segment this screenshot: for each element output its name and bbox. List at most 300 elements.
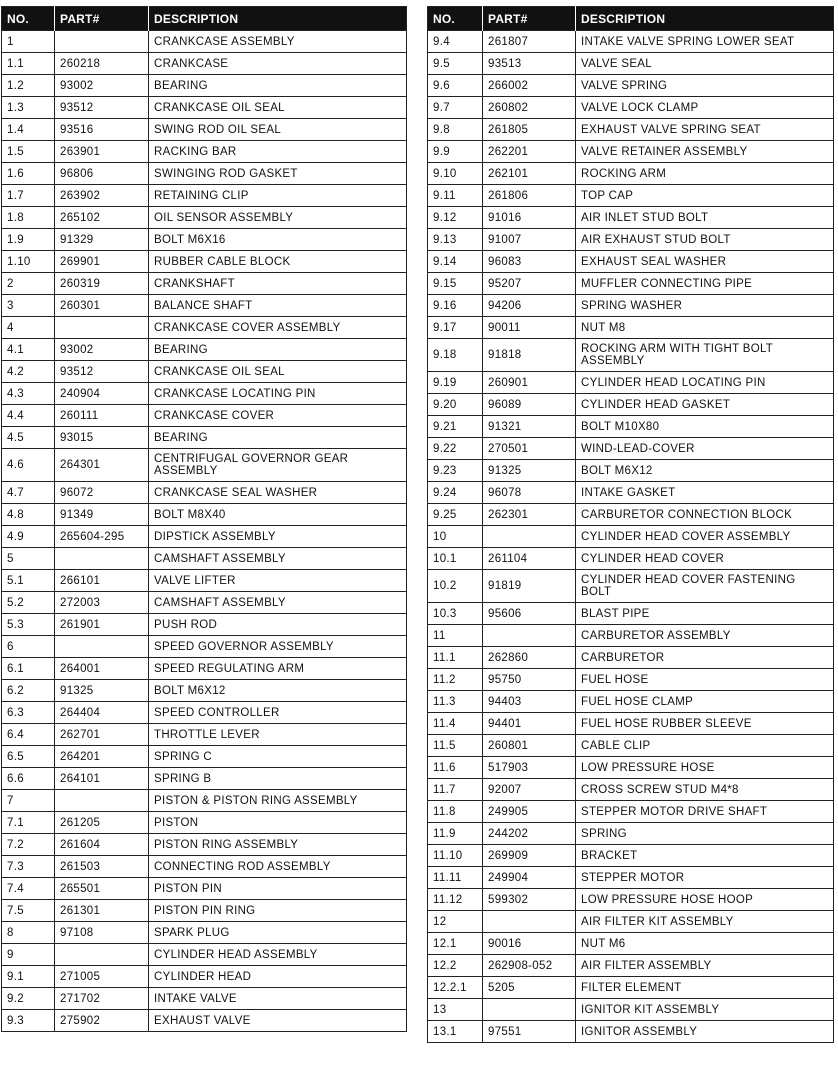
cell-no: 6.6: [2, 768, 55, 790]
cell-no: 4.9: [2, 526, 55, 548]
cell-no: 9.23: [428, 460, 483, 482]
cell-description: PUSH ROD: [149, 614, 407, 636]
cell-description: FUEL HOSE CLAMP: [576, 691, 834, 713]
cell-no: 5.1: [2, 570, 55, 592]
cell-part: 269909: [483, 845, 576, 867]
cell-description: AIR EXHAUST STUD BOLT: [576, 229, 834, 251]
cell-part: 93516: [55, 119, 149, 141]
cell-part: 96806: [55, 163, 149, 185]
cell-part: 95750: [483, 669, 576, 691]
table-body-right: [428, 31, 834, 1043]
cell-no: 7.5: [2, 900, 55, 922]
cell-part: 270501: [483, 438, 576, 460]
cell-part: 261503: [55, 856, 149, 878]
cell-description: RACKING BAR: [149, 141, 407, 163]
table-row: [428, 691, 834, 713]
cell-no: 5.2: [2, 592, 55, 614]
table-row: [2, 966, 407, 988]
cell-no: 9.5: [428, 53, 483, 75]
cell-no: 7: [2, 790, 55, 812]
cell-no: 11.11: [428, 867, 483, 889]
table-row: [2, 570, 407, 592]
table-row: [2, 295, 407, 317]
table-row: [428, 647, 834, 669]
cell-no: 5: [2, 548, 55, 570]
table-row: [2, 141, 407, 163]
cell-description: IGNITOR ASSEMBLY: [576, 1021, 834, 1043]
table-row: [428, 273, 834, 295]
table-row: [428, 339, 834, 372]
cell-no: 4.5: [2, 427, 55, 449]
cell-part: 97108: [55, 922, 149, 944]
cell-description: CAMSHAFT ASSEMBLY: [149, 592, 407, 614]
cell-description: CARBURETOR ASSEMBLY: [576, 625, 834, 647]
cell-description: SPEED GOVERNOR ASSEMBLY: [149, 636, 407, 658]
cell-description: SWINGING ROD GASKET: [149, 163, 407, 185]
cell-part: 264101: [55, 768, 149, 790]
cell-part: [483, 911, 576, 933]
cell-no: 1.2: [2, 75, 55, 97]
cell-no: 11.10: [428, 845, 483, 867]
cell-description: RUBBER CABLE BLOCK: [149, 251, 407, 273]
cell-part: 260801: [483, 735, 576, 757]
cell-no: 9.21: [428, 416, 483, 438]
cell-part: 275902: [55, 1010, 149, 1032]
cell-part: 93002: [55, 75, 149, 97]
table-row: [2, 449, 407, 482]
cell-part: 94206: [483, 295, 576, 317]
cell-part: 261604: [55, 834, 149, 856]
table-row: [428, 823, 834, 845]
table-row: [2, 812, 407, 834]
table-row: [2, 383, 407, 405]
cell-part: 90016: [483, 933, 576, 955]
cell-description: BRACKET: [576, 845, 834, 867]
table-row: [2, 361, 407, 383]
cell-no: 4.4: [2, 405, 55, 427]
cell-no: 1.3: [2, 97, 55, 119]
cell-description: CYLINDER HEAD COVER: [576, 548, 834, 570]
cell-part: [483, 999, 576, 1021]
cell-description: INTAKE GASKET: [576, 482, 834, 504]
cell-description: CRANKSHAFT: [149, 273, 407, 295]
cell-no: 11.5: [428, 735, 483, 757]
table-row: [428, 911, 834, 933]
cell-description: INTAKE VALVE: [149, 988, 407, 1010]
cell-description: CRANKCASE OIL SEAL: [149, 97, 407, 119]
cell-no: 7.1: [2, 812, 55, 834]
cell-no: 9.20: [428, 394, 483, 416]
cell-description: CAMSHAFT ASSEMBLY: [149, 548, 407, 570]
table-row: [2, 746, 407, 768]
cell-part: 261301: [55, 900, 149, 922]
cell-no: 11.12: [428, 889, 483, 911]
cell-description: PISTON PIN: [149, 878, 407, 900]
table-row: [428, 141, 834, 163]
cell-no: 12.1: [428, 933, 483, 955]
table-row: [428, 603, 834, 625]
cell-no: 3: [2, 295, 55, 317]
cell-part: [55, 548, 149, 570]
cell-part: 272003: [55, 592, 149, 614]
table-row: [428, 801, 834, 823]
table-row: [2, 636, 407, 658]
cell-no: 4.6: [2, 449, 55, 482]
cell-part: 261104: [483, 548, 576, 570]
cell-no: 4.8: [2, 504, 55, 526]
cell-part: 262301: [483, 504, 576, 526]
cell-description: BOLT M10X80: [576, 416, 834, 438]
table-row: [428, 1021, 834, 1043]
cell-description: BEARING: [149, 75, 407, 97]
table-row: [428, 757, 834, 779]
cell-no: 11.2: [428, 669, 483, 691]
cell-description: FUEL HOSE: [576, 669, 834, 691]
cell-description: CRANKCASE COVER ASSEMBLY: [149, 317, 407, 339]
parts-table-left: [1, 6, 407, 1032]
cell-description: CRANKCASE LOCATING PIN: [149, 383, 407, 405]
cell-no: 9.8: [428, 119, 483, 141]
cell-part: 240904: [55, 383, 149, 405]
cell-no: 11.8: [428, 801, 483, 823]
cell-part: 261205: [55, 812, 149, 834]
header-part: PART#: [55, 7, 149, 31]
table-row: [428, 229, 834, 251]
header-part: PART#: [483, 7, 576, 31]
cell-part: 265604-295: [55, 526, 149, 548]
header-no: NO.: [428, 7, 483, 31]
cell-part: 260802: [483, 97, 576, 119]
cell-description: DIPSTICK ASSEMBLY: [149, 526, 407, 548]
table-row: [428, 845, 834, 867]
cell-part: 93512: [55, 361, 149, 383]
cell-no: 6.5: [2, 746, 55, 768]
cell-description: VALVE RETAINER ASSEMBLY: [576, 141, 834, 163]
cell-no: 10.2: [428, 570, 483, 603]
cell-part: 91325: [483, 460, 576, 482]
cell-description: CRANKCASE OIL SEAL: [149, 361, 407, 383]
cell-part: 91819: [483, 570, 576, 603]
cell-description: CYLINDER HEAD LOCATING PIN: [576, 372, 834, 394]
table-row: [2, 878, 407, 900]
cell-part: 271702: [55, 988, 149, 1010]
cell-description: FILTER ELEMENT: [576, 977, 834, 999]
cell-description: SWING ROD OIL SEAL: [149, 119, 407, 141]
cell-no: 4.3: [2, 383, 55, 405]
cell-no: 11.3: [428, 691, 483, 713]
cell-part: [483, 625, 576, 647]
table-row: [2, 944, 407, 966]
cell-no: 13.1: [428, 1021, 483, 1043]
table-row: [428, 625, 834, 647]
cell-part: 260901: [483, 372, 576, 394]
cell-no: 10.3: [428, 603, 483, 625]
table-row: [2, 702, 407, 724]
cell-description: CYLINDER HEAD COVER ASSEMBLY: [576, 526, 834, 548]
table-row: [428, 955, 834, 977]
cell-no: 6.4: [2, 724, 55, 746]
cell-part: 96083: [483, 251, 576, 273]
cell-description: SPRING WASHER: [576, 295, 834, 317]
table-header: [2, 7, 407, 31]
table-row: [428, 482, 834, 504]
table-row: [428, 460, 834, 482]
parts-table-right: [427, 6, 834, 1043]
cell-no: 9.17: [428, 317, 483, 339]
cell-description: CARBURETOR CONNECTION BLOCK: [576, 504, 834, 526]
cell-description: STEPPER MOTOR: [576, 867, 834, 889]
cell-no: 10: [428, 526, 483, 548]
cell-description: LOW PRESSURE HOSE: [576, 757, 834, 779]
table-row: [428, 779, 834, 801]
cell-part: [55, 31, 149, 53]
cell-description: SPARK PLUG: [149, 922, 407, 944]
cell-part: 265102: [55, 207, 149, 229]
cell-description: NUT M8: [576, 317, 834, 339]
cell-description: CONNECTING ROD ASSEMBLY: [149, 856, 407, 878]
cell-description: IGNITOR KIT ASSEMBLY: [576, 999, 834, 1021]
table-row: [2, 163, 407, 185]
cell-no: 9.10: [428, 163, 483, 185]
cell-no: 5.3: [2, 614, 55, 636]
cell-description: CRANKCASE: [149, 53, 407, 75]
cell-no: 6.2: [2, 680, 55, 702]
cell-no: 9.9: [428, 141, 483, 163]
table-row: [2, 504, 407, 526]
cell-description: PISTON RING ASSEMBLY: [149, 834, 407, 856]
cell-part: [55, 944, 149, 966]
cell-part: 260218: [55, 53, 149, 75]
cell-no: 7.3: [2, 856, 55, 878]
cell-part: 93512: [55, 97, 149, 119]
table-row: [2, 427, 407, 449]
cell-no: 9.22: [428, 438, 483, 460]
cell-no: 11.6: [428, 757, 483, 779]
cell-part: 262101: [483, 163, 576, 185]
cell-description: ROCKING ARM WITH TIGHT BOLT ASSEMBLY: [576, 339, 834, 372]
table-row: [2, 53, 407, 75]
cell-no: 9: [2, 944, 55, 966]
table-row: [2, 339, 407, 361]
cell-no: 6.3: [2, 702, 55, 724]
table-row: [2, 768, 407, 790]
cell-part: 261806: [483, 185, 576, 207]
table-row: [2, 1010, 407, 1032]
cell-no: 9.12: [428, 207, 483, 229]
table-row: [428, 977, 834, 999]
cell-no: 9.19: [428, 372, 483, 394]
table-row: [2, 97, 407, 119]
cell-description: CROSS SCREW STUD M4*8: [576, 779, 834, 801]
cell-description: CYLINDER HEAD COVER FASTENING BOLT: [576, 570, 834, 603]
cell-description: OIL SENSOR ASSEMBLY: [149, 207, 407, 229]
table-row: [2, 31, 407, 53]
table-header: [428, 7, 834, 31]
cell-part: 5205: [483, 977, 576, 999]
cell-part: 94401: [483, 713, 576, 735]
cell-description: AIR INLET STUD BOLT: [576, 207, 834, 229]
table-row: [428, 75, 834, 97]
cell-part: 265501: [55, 878, 149, 900]
cell-description: VALVE LOCK CLAMP: [576, 97, 834, 119]
cell-no: 4.7: [2, 482, 55, 504]
cell-description: ROCKING ARM: [576, 163, 834, 185]
cell-no: 9.14: [428, 251, 483, 273]
table-row: [2, 856, 407, 878]
table-row: [428, 394, 834, 416]
cell-no: 9.15: [428, 273, 483, 295]
cell-no: 4.2: [2, 361, 55, 383]
table-row: [428, 163, 834, 185]
cell-part: 244202: [483, 823, 576, 845]
table-row: [2, 229, 407, 251]
cell-part: 91321: [483, 416, 576, 438]
cell-part: 264001: [55, 658, 149, 680]
table-row: [2, 526, 407, 548]
cell-description: BEARING: [149, 339, 407, 361]
table-row: [428, 119, 834, 141]
cell-no: 1.10: [2, 251, 55, 273]
cell-part: 264201: [55, 746, 149, 768]
cell-part: 266002: [483, 75, 576, 97]
cell-part: 95207: [483, 273, 576, 295]
table-row: [428, 317, 834, 339]
table-row: [2, 273, 407, 295]
cell-description: CRANKCASE SEAL WASHER: [149, 482, 407, 504]
cell-no: 9.7: [428, 97, 483, 119]
cell-part: 264404: [55, 702, 149, 724]
cell-part: 249904: [483, 867, 576, 889]
cell-no: 9.4: [428, 31, 483, 53]
cell-part: 96078: [483, 482, 576, 504]
cell-no: 1.5: [2, 141, 55, 163]
cell-no: 9.1: [2, 966, 55, 988]
cell-no: 2: [2, 273, 55, 295]
cell-description: VALVE LIFTER: [149, 570, 407, 592]
cell-part: 266101: [55, 570, 149, 592]
table-row: [2, 834, 407, 856]
cell-description: BOLT M8X40: [149, 504, 407, 526]
table-row: [428, 295, 834, 317]
cell-part: 260301: [55, 295, 149, 317]
header-description: DESCRIPTION: [149, 7, 407, 31]
cell-no: 1: [2, 31, 55, 53]
table-row: [2, 251, 407, 273]
cell-description: RETAINING CLIP: [149, 185, 407, 207]
cell-description: AIR FILTER KIT ASSEMBLY: [576, 911, 834, 933]
cell-no: 11.4: [428, 713, 483, 735]
table-row: [2, 922, 407, 944]
cell-description: SPRING C: [149, 746, 407, 768]
cell-description: CRANKCASE ASSEMBLY: [149, 31, 407, 53]
table-row: [2, 405, 407, 427]
cell-no: 12: [428, 911, 483, 933]
cell-description: CYLINDER HEAD GASKET: [576, 394, 834, 416]
cell-no: 9.16: [428, 295, 483, 317]
cell-no: 9.13: [428, 229, 483, 251]
header-description: DESCRIPTION: [576, 7, 834, 31]
cell-no: 9.11: [428, 185, 483, 207]
cell-no: 9.6: [428, 75, 483, 97]
table-row: [428, 548, 834, 570]
cell-description: CYLINDER HEAD: [149, 966, 407, 988]
table-row: [428, 504, 834, 526]
cell-description: FUEL HOSE RUBBER SLEEVE: [576, 713, 834, 735]
cell-part: 262701: [55, 724, 149, 746]
cell-part: 261805: [483, 119, 576, 141]
table-row: [428, 889, 834, 911]
cell-description: MUFFLER CONNECTING PIPE: [576, 273, 834, 295]
cell-description: VALVE SEAL: [576, 53, 834, 75]
table-row: [428, 31, 834, 53]
cell-description: BOLT M6X12: [149, 680, 407, 702]
cell-part: 260319: [55, 273, 149, 295]
table-row: [428, 97, 834, 119]
table-row: [428, 416, 834, 438]
header-no: NO.: [2, 7, 55, 31]
cell-part: 262908-052: [483, 955, 576, 977]
cell-description: TOP CAP: [576, 185, 834, 207]
cell-no: 11: [428, 625, 483, 647]
table-row: [428, 207, 834, 229]
table-row: [2, 900, 407, 922]
cell-description: PISTON & PISTON RING ASSEMBLY: [149, 790, 407, 812]
table-row: [2, 482, 407, 504]
cell-description: THROTTLE LEVER: [149, 724, 407, 746]
cell-part: 95606: [483, 603, 576, 625]
cell-part: 271005: [55, 966, 149, 988]
cell-no: 12.2: [428, 955, 483, 977]
cell-part: 94403: [483, 691, 576, 713]
cell-description: BLAST PIPE: [576, 603, 834, 625]
cell-part: 96072: [55, 482, 149, 504]
table-row: [428, 713, 834, 735]
cell-no: 13: [428, 999, 483, 1021]
table-row: [428, 526, 834, 548]
cell-no: 1.1: [2, 53, 55, 75]
cell-part: 517903: [483, 757, 576, 779]
table-row: [428, 251, 834, 273]
cell-description: EXHAUST VALVE SPRING SEAT: [576, 119, 834, 141]
cell-part: 92007: [483, 779, 576, 801]
cell-part: 91818: [483, 339, 576, 372]
cell-description: EXHAUST VALVE: [149, 1010, 407, 1032]
cell-part: 91329: [55, 229, 149, 251]
cell-description: BOLT M6X12: [576, 460, 834, 482]
cell-description: NUT M6: [576, 933, 834, 955]
cell-part: 91349: [55, 504, 149, 526]
cell-no: 1.4: [2, 119, 55, 141]
cell-description: CYLINDER HEAD ASSEMBLY: [149, 944, 407, 966]
table-row: [2, 185, 407, 207]
cell-description: EXHAUST SEAL WASHER: [576, 251, 834, 273]
cell-no: 11.7: [428, 779, 483, 801]
cell-no: 9.3: [2, 1010, 55, 1032]
cell-description: BOLT M6X16: [149, 229, 407, 251]
cell-part: 262860: [483, 647, 576, 669]
cell-description: BEARING: [149, 427, 407, 449]
cell-description: CABLE CLIP: [576, 735, 834, 757]
table-row: [2, 790, 407, 812]
cell-description: CARBURETOR: [576, 647, 834, 669]
cell-no: 1.6: [2, 163, 55, 185]
table-row: [2, 614, 407, 636]
cell-description: CENTRIFUGAL GOVERNOR GEAR ASSEMBLY: [149, 449, 407, 482]
cell-no: 6: [2, 636, 55, 658]
table-row: [2, 592, 407, 614]
cell-part: 93002: [55, 339, 149, 361]
cell-no: 4: [2, 317, 55, 339]
